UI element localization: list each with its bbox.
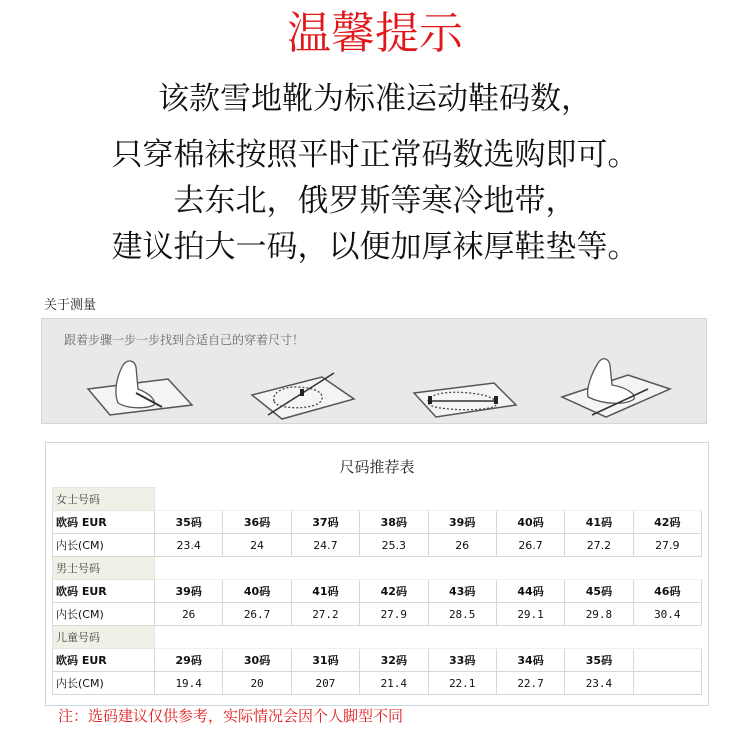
group-row-children — [53, 626, 702, 649]
eur-label: 欧码 EUR — [53, 580, 155, 603]
measure-panel — [41, 318, 707, 424]
length-cell: 27.9 — [633, 534, 701, 557]
size-cell: 44码 — [496, 580, 564, 603]
length-cell: 20 — [223, 672, 291, 695]
length-cell: 29.1 — [496, 603, 564, 626]
length-cell: 19.4 — [155, 672, 223, 695]
eur-row-women — [53, 511, 702, 534]
size-table — [52, 487, 702, 695]
size-cell: 35码 — [155, 511, 223, 534]
eur-label: 欧码 EUR — [53, 511, 155, 534]
length-label: 内长(CM) — [53, 672, 155, 695]
length-row-women — [53, 534, 702, 557]
foot-outline-icon — [238, 349, 366, 421]
length-row-children — [53, 672, 702, 695]
size-cell: 37码 — [291, 511, 359, 534]
length-cell: 23.4 — [565, 672, 633, 695]
size-cell: 42码 — [360, 580, 428, 603]
size-cell: 36码 — [223, 511, 291, 534]
length-cell: 27.2 — [565, 534, 633, 557]
size-cell: 32码 — [360, 649, 428, 672]
notice-line-3: 去东北，俄罗斯等寒冷地带， — [173, 183, 577, 219]
size-cell: 41码 — [291, 580, 359, 603]
size-cell: 34码 — [496, 649, 564, 672]
size-chart — [45, 442, 709, 706]
size-cell: 33码 — [428, 649, 496, 672]
length-cell: 27.2 — [291, 603, 359, 626]
length-cell: 28.5 — [428, 603, 496, 626]
size-chart-title: 尺码推荐表 — [339, 458, 415, 476]
size-cell: 42码 — [633, 511, 701, 534]
size-cell: 29码 — [155, 649, 223, 672]
notice-line-2: 只穿棉袜按照平时正常码数选购即可。 — [111, 137, 639, 173]
length-cell: 30.4 — [633, 603, 701, 626]
size-cell: 40码 — [223, 580, 291, 603]
foot-on-paper-icon — [76, 349, 204, 421]
length-cell: 27.9 — [360, 603, 428, 626]
size-cell: 31码 — [291, 649, 359, 672]
length-cell: 26.7 — [223, 603, 291, 626]
size-cell: 43码 — [428, 580, 496, 603]
length-cell: 25.3 — [360, 534, 428, 557]
size-cell: 35码 — [565, 649, 633, 672]
ruler-measure-icon — [400, 349, 528, 421]
size-cell: 41码 — [565, 511, 633, 534]
length-cell: 23.4 — [155, 534, 223, 557]
size-cell: 30码 — [223, 649, 291, 672]
group-name: 儿童号码 — [53, 626, 155, 649]
length-label: 内长(CM) — [53, 534, 155, 557]
size-cell: 40码 — [496, 511, 564, 534]
page-title: 温馨提示 — [287, 8, 463, 59]
size-cell: 45码 — [565, 580, 633, 603]
length-cell: 22.7 — [496, 672, 564, 695]
group-name: 女士号码 — [53, 488, 155, 511]
length-cell: 26 — [155, 603, 223, 626]
length-cell: 24 — [223, 534, 291, 557]
size-cell — [633, 649, 701, 672]
footnote: 注：选码建议仅供参考，实际情况会因个人脚型不同 — [58, 707, 404, 725]
length-cell: 26.7 — [496, 534, 564, 557]
eur-row-men — [53, 580, 702, 603]
length-cell — [633, 672, 701, 695]
length-cell: 207 — [291, 672, 359, 695]
length-cell: 29.8 — [565, 603, 633, 626]
group-row-men — [53, 557, 702, 580]
eur-row-children — [53, 649, 702, 672]
group-row-women — [53, 488, 702, 511]
measure-section-title: 关于测量 — [44, 298, 97, 313]
length-label: 内长(CM) — [53, 603, 155, 626]
group-name: 男士号码 — [53, 557, 155, 580]
length-cell: 24.7 — [291, 534, 359, 557]
length-cell: 21.4 — [360, 672, 428, 695]
length-cell: 22.1 — [428, 672, 496, 695]
foot-length-icon — [552, 349, 680, 421]
eur-label: 欧码 EUR — [53, 649, 155, 672]
size-cell: 46码 — [633, 580, 701, 603]
size-cell: 38码 — [360, 511, 428, 534]
measure-hint: 跟着步骤一步一步找到合适自己的穿着尺寸！ — [64, 333, 305, 347]
size-cell: 39码 — [155, 580, 223, 603]
notice-line-4: 建议拍大一码，以便加厚袜厚鞋垫等。 — [111, 229, 639, 265]
size-cell: 39码 — [428, 511, 496, 534]
length-cell: 26 — [428, 534, 496, 557]
length-row-men — [53, 603, 702, 626]
notice-line-1: 该款雪地靴为标准运动鞋码数， — [158, 81, 592, 117]
